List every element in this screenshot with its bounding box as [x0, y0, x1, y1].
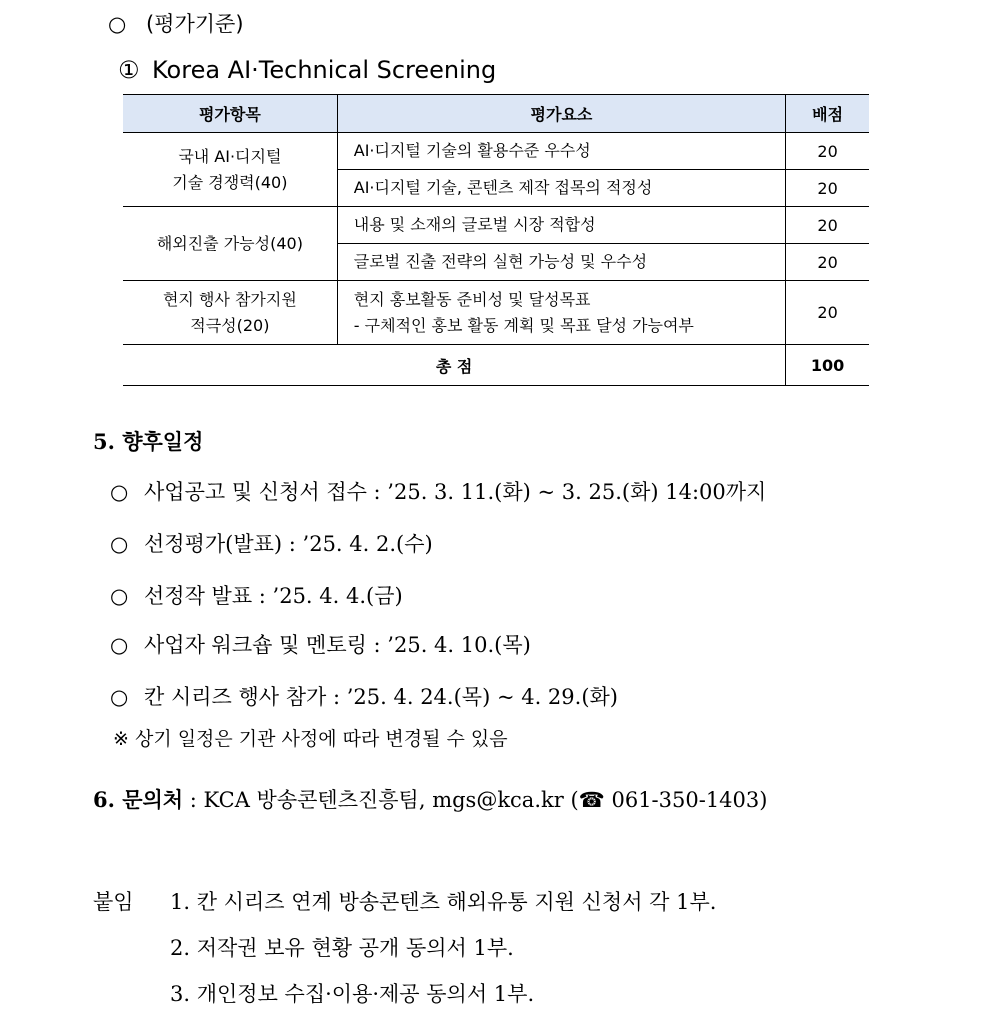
attachments-label: 붙임: [93, 890, 134, 914]
schedule-text: 사업공고 및 신청서 접수 : ’25. 3. 11.(화) ~ 3. 25.(화) 14:00까지: [144, 480, 767, 504]
category-cell: [123, 133, 337, 207]
score-cell: 20: [786, 207, 869, 244]
header-item: 평가항목: [123, 95, 337, 133]
element-line: 현지 홍보활동 준비성 및 달성목표: [353, 289, 591, 309]
table-row: [123, 133, 869, 170]
criteria-bullet: ○: [108, 12, 127, 36]
total-score: 100: [786, 345, 869, 386]
score-cell: 20: [786, 281, 869, 345]
schedule-text: 사업자 워크숍 및 멘토링 : ’25. 4. 10.(목): [144, 633, 531, 657]
element-cell: [337, 281, 785, 345]
subheading-title: Korea AI·Technical Screening: [152, 56, 497, 84]
category-cell: [123, 281, 337, 345]
section6-contact: : KCA 방송콘텐츠진흥팀, mgs@kca.kr (☎ 061-350-1403): [183, 788, 768, 812]
criteria-line: [108, 8, 244, 38]
criteria-label: (평가기준): [146, 12, 244, 36]
schedule-item: [110, 476, 766, 506]
schedule-bullet: ○: [110, 584, 129, 608]
attachment-item: 3. 개인정보 수집·이용·제공 동의서 1부.: [170, 982, 535, 1006]
score-cell: 20: [786, 133, 869, 170]
category-line: 국내 AI·디지털: [178, 146, 282, 166]
schedule-text: 선정평가(발표) : ’25. 4. 2.(수): [144, 532, 433, 556]
schedule-bullet: ○: [110, 480, 129, 504]
schedule-item: [110, 681, 618, 711]
element-line: - 구체적인 홍보 활동 계획 및 목표 달성 가능여부: [353, 315, 694, 335]
category-line: 기술 경쟁력(40): [172, 172, 288, 192]
category-line: 적극성(20): [190, 315, 270, 335]
score-cell: 20: [786, 244, 869, 281]
table-row: [123, 207, 869, 244]
evaluation-table: [123, 94, 869, 386]
header-score: 배점: [786, 95, 869, 133]
category-line: 현지 행사 참가지원: [162, 289, 297, 309]
total-row: [123, 345, 869, 386]
attachment-item: 1. 칸 시리즈 연계 방송콘텐츠 해외유통 지원 신청서 각 1부.: [170, 890, 717, 914]
element-cell: AI·디지털 기술, 콘텐츠 제작 접목의 적정성: [337, 170, 785, 207]
schedule-text: 선정작 발표 : ’25. 4. 4.(금): [144, 584, 403, 608]
schedule-bullet: ○: [110, 685, 129, 709]
element-cell: AI·디지털 기술의 활용수준 우수성: [337, 133, 785, 170]
schedule-bullet: ○: [110, 633, 129, 657]
score-cell: 20: [786, 170, 869, 207]
category-line: 해외진출 가능성(40): [156, 233, 303, 253]
table-header-row: [123, 95, 869, 133]
table-row: [123, 281, 869, 345]
element-cell: 내용 및 소재의 글로벌 시장 적합성: [337, 207, 785, 244]
section5-heading: 5. 향후일정: [93, 429, 204, 454]
subheading: [118, 56, 496, 84]
schedule-item: [110, 528, 433, 558]
schedule-text: 칸 시리즈 행사 참가 : ’25. 4. 24.(목) ~ 4. 29.(화): [144, 685, 618, 709]
section6: [93, 784, 767, 814]
schedule-bullet: ○: [110, 532, 129, 556]
header-element: 평가요소: [337, 95, 785, 133]
schedule-note: ※ 상기 일정은 기관 사정에 따라 변경될 수 있음: [113, 728, 508, 750]
section6-heading: 6. 문의처: [93, 787, 184, 812]
subheading-number: ①: [118, 56, 140, 84]
schedule-item: [110, 629, 531, 659]
category-cell: [123, 207, 337, 281]
schedule-item: [110, 580, 403, 610]
total-label: 총 점: [123, 345, 786, 386]
attachment-item: 2. 저작권 보유 현황 공개 동의서 1부.: [170, 936, 514, 960]
element-cell: 글로벌 진출 전략의 실현 가능성 및 우수성: [337, 244, 785, 281]
